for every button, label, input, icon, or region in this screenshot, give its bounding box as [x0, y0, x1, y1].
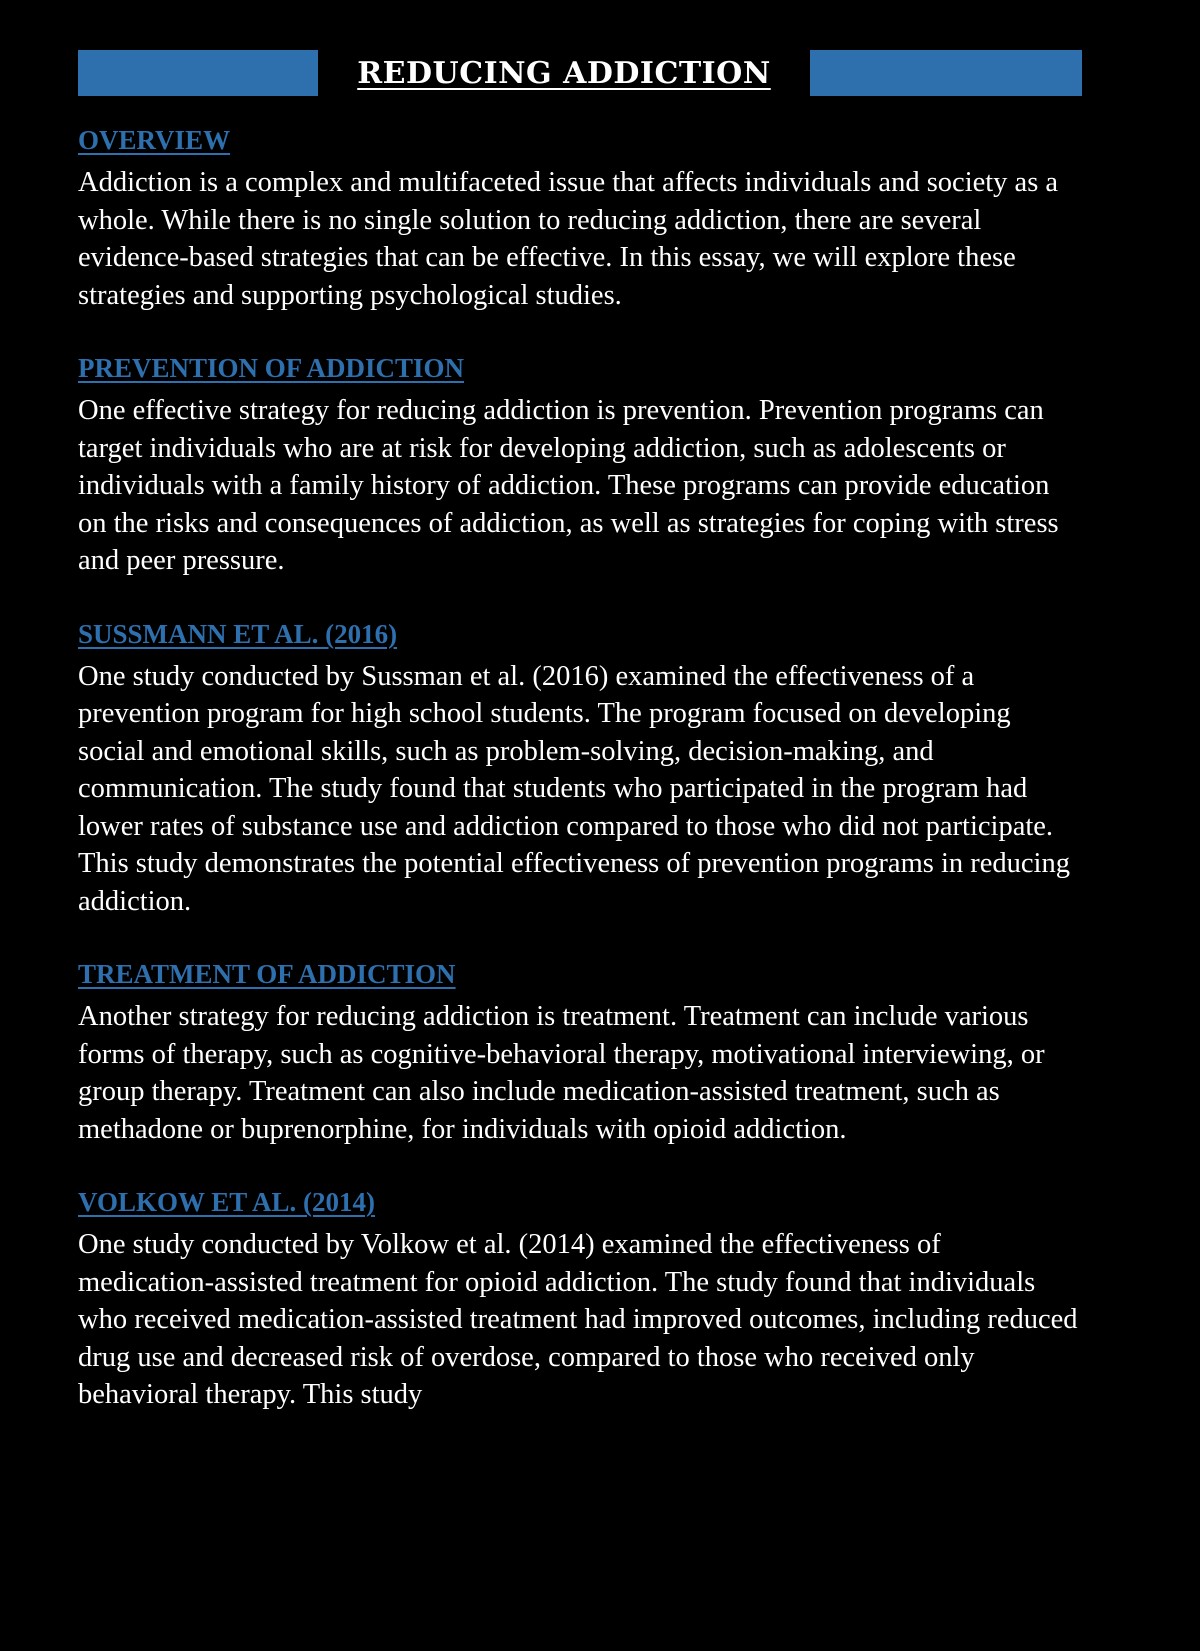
section-sussmann-study: [78, 616, 1082, 921]
section-body: Another strategy for reducing addiction is treatment. Treatment can include various forms of therapy, such as cognitive-behavioral therapy, motivational interviewing, or group therapy. Treatment can also include medication-assisted treatment, such as methadone or buprenorphine, for individuals with opioid addiction.: [78, 1001, 1045, 1145]
section-heading: SUSSMANN ET AL. (2016): [78, 618, 398, 649]
section-body: Addiction is a complex and multifaceted issue that affects individuals and society as a whole. While there is no single solution to reducing addiction, there are several evidence-based strategies that can be effective. In this essay, we will explore these strategies and supporting psychological studies.: [78, 167, 1059, 311]
section-body: One effective strategy for reducing addiction is prevention. Prevention programs can target individuals who are at risk for developing addiction, such as adolescents or individuals with a family history of addiction. These programs can provide education on the risks and consequences of addiction, as well as strategies for coping with stress and peer pressure.: [78, 395, 1059, 576]
section-overview: [78, 122, 1082, 314]
section-heading: VOLKOW ET AL. (2014): [78, 1187, 376, 1217]
title-banner: [78, 50, 1082, 96]
section-body: One study conducted by Volkow et al. (2014) examined the effectiveness of medication-assisted treatment for opioid addiction. The study found that individuals who received medication-assisted treatment had improved outcomes, including reduced drug use and decreased risk of overdose, compared to those who received only behavioral therapy. This study: [78, 1229, 1078, 1410]
section-heading: TREATMENT OF ADDICTION: [78, 959, 456, 989]
title-bar-left-decoration: [78, 50, 318, 96]
title-bar-right-decoration: [810, 50, 1082, 96]
section-heading: PREVENTION OF ADDICTION: [78, 353, 465, 383]
section-prevention: [78, 350, 1082, 580]
section-body: One study conducted by Sussman et al. (2016) examined the effectiveness of a prevention program for high school students. The program focused on developing social and emotional skills, such as problem-solving, decision-making, and communication. The study found that students who participated in the program had lower rates of substance use and addiction compared to those who did not participate. This study demonstrates the potential effectiveness of prevention programs in reducing addiction.: [78, 660, 1070, 917]
document-page: [78, 50, 1082, 1450]
section-volkow-study: [78, 1184, 1082, 1414]
section-heading: OVERVIEW: [78, 125, 231, 155]
page-title: REDUCING ADDICTION: [357, 55, 771, 91]
section-treatment: [78, 956, 1082, 1148]
